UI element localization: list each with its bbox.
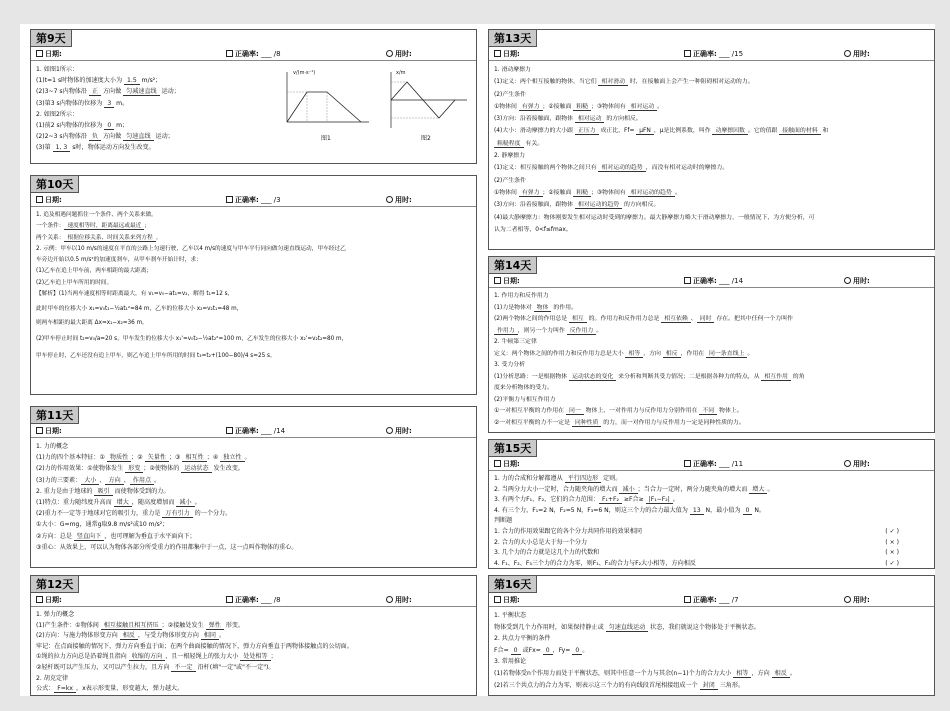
answer-blank: 相互性	[182, 454, 206, 462]
grid-icon	[684, 50, 691, 57]
text-line: 定义：两个物体之间的作用力和反作用力总是大小 相等 ，方向 相反 ，作用在 同一条直线上 。	[494, 350, 754, 357]
text-line: (3)第3 s内物体的位移为 3 m。	[36, 99, 129, 107]
text-line: (2)两个物体之间的作用总是 相互 的。作用力和反作用力总是 相互依赖 、 同时 存在。把其中任何一个力叫作	[494, 316, 793, 322]
position-time-graph	[383, 70, 471, 130]
fig2-ylabel: x/m	[396, 70, 406, 76]
answer-blank: 相反	[772, 670, 790, 678]
card-day-16	[488, 575, 935, 696]
text-line: 车旁边开始以0.5 m/s²的加速度刹车，从甲车刹车开始计时，求：	[36, 257, 202, 264]
text-line: (1)力的四个基本特征：① 物质性 ；② 矢量性 ；③ 相互性 ；④ 独立性 。	[36, 454, 251, 462]
answer-blank: 矢量性	[145, 454, 169, 462]
answer-blank: 0	[543, 647, 553, 655]
answer-blank: 大小	[81, 477, 99, 485]
text-line: (1)若物体受n个作用力而处于平衡状态，则其中任意一个力与其余(n−1)个力的合力大小 相等 ，方向 相反 。	[494, 669, 796, 677]
text-line: 4. F₁、F₂、F₃三个力的合力为零，则F₁、F₃的合力与F₂大小相等，方向相反	[494, 559, 696, 567]
text-line: 2. 合力的大小总是大于每一个分力	[494, 538, 588, 546]
answer-blank: 动摩擦因数	[712, 128, 747, 135]
card-day-13	[488, 29, 935, 250]
grid-icon	[684, 277, 691, 284]
card-header: 日期: 正确率: ___ /15 用时:	[489, 47, 934, 61]
answer-blank: μFN	[636, 128, 654, 135]
answer-blank: 同一条直线上	[706, 351, 747, 358]
text-line: (2)乙车追上甲车所用的时间。	[36, 279, 113, 286]
answer-blank: F₁+F₂	[599, 496, 622, 504]
card-title: 第9天	[31, 30, 72, 47]
answer-blank: 3	[104, 100, 114, 108]
card-title: 第15天	[489, 440, 537, 457]
judgement-mark: ( ✓ )	[885, 559, 899, 567]
answer-blank: 相对运动的趋势	[628, 190, 675, 197]
answer-blank: 同一	[566, 408, 584, 415]
grid-icon	[684, 596, 691, 603]
text-line: 1. 如图1所示：	[36, 66, 79, 73]
answer-blank: 相互	[569, 316, 587, 323]
answer-blank: 平行四边形	[565, 475, 601, 483]
answer-blank: 0	[511, 647, 521, 655]
text-line: 2. 牛顿第三定律	[494, 339, 537, 345]
text-line: 一个条件： 速度相等时，距离最远或最近 ；	[36, 223, 151, 230]
answer-blank: 不同	[699, 408, 717, 415]
answer-blank: 相反	[663, 351, 681, 358]
answer-blank: 同时	[697, 316, 715, 323]
answer-blank: 形变	[125, 465, 143, 473]
text-line: 2. 胡克定律	[36, 674, 69, 682]
text-line: 2. 当两分力大小一定时，合力随夹角的增大而 减小 ；当合力一定时，两分力随夹角的增大而 增大 。	[494, 485, 774, 493]
clock-icon	[386, 596, 393, 603]
text-line: (1)分析思路：一是根据物体 运动状态的变化 来分析和判断其受力情况；二是根据各种力的特点，从 相互作用 的角	[494, 373, 805, 380]
card-title: 第12天	[31, 576, 79, 593]
text-line: (2)方向：与施力物体形变方向 相反 ，与受力物体形变方向 相同 。	[36, 632, 226, 640]
text-line: 作用力 ，则另一个力叫作 反作用力 。	[494, 326, 929, 338]
card-header: 日期: 正确率: ___ /3 用时:	[31, 193, 476, 207]
text-line: 1. 追及相遇问题抓住一个条件、两个关系来做。	[36, 212, 157, 218]
text-line: ②方向：总是 竖直向下 ，也可理解为垂直于水平面向下；	[36, 532, 196, 540]
card-body	[36, 64, 276, 154]
grid-icon	[226, 427, 233, 434]
judgement-mark: ( × )	[885, 549, 899, 557]
answer-blank: 万有引力	[162, 510, 192, 518]
text-line: 认为二者相等，0<f≤fmax。	[494, 226, 572, 233]
calendar-icon	[494, 596, 501, 603]
answer-blank: 粗糙	[573, 190, 591, 197]
text-line: ②轻杆既可以产生压力，又可以产生拉力，且方向 不一定 沿杆(填"一定"或"不一定")。	[36, 663, 275, 671]
card-body	[494, 291, 929, 429]
fig1-ylabel: v/(m·s⁻¹)	[293, 70, 316, 76]
text-line: (1)乙车在追上甲车前，两车相距的最大距离；	[36, 268, 153, 275]
text-line: 1. 合力的作用效果跟它的各个分力共同作用的效果相同	[494, 527, 642, 535]
text-line: (2)2~3 s内物体沿 负 方向做 匀速直线 运动；	[36, 133, 174, 141]
answer-blank: 正	[89, 88, 101, 96]
clock-icon	[844, 50, 851, 57]
calendar-icon	[36, 196, 43, 203]
text-line: 【解析】(1)当两车速度相等时距离最大，有 v₁=v₀−at₁=v₂，解得 t₁=12 s，	[36, 291, 234, 298]
answer-blank: 速度相等时，距离最远或最近	[64, 223, 144, 230]
answer-blank: 相对运动的趋势	[598, 165, 645, 172]
answer-blank: 反作用力	[567, 328, 597, 335]
card-title: 第14天	[489, 257, 537, 274]
answer-blank: 有弹力	[519, 190, 543, 197]
text-line: 3. 常用推论	[494, 658, 527, 666]
judgement-mark: ( ✓ )	[885, 527, 899, 535]
answer-blank: 接触面的材料	[779, 128, 820, 135]
text-line: 2. 重力是由于地球的 吸引 而使物体受到的力。	[36, 487, 170, 495]
text-line: 3. 有两个力F₁、F₂，它们的合力范围： F₁+F₂ ≥F合≥ |F₁−F₂| 。	[494, 496, 679, 504]
text-line: ①绳的拉力方向总是沿着绳且指向 收缩的方向 ，且一根轻绳上的张力大小 处处相等 ；	[36, 653, 277, 661]
calendar-icon	[494, 277, 501, 284]
answer-blank: 有弹力	[519, 104, 543, 111]
text-line: (2)甲车停止时间 t₂=v₀/a=20 s，甲车发生的位移大小 x₁'=v₀t₂−½at₂²=100 m，乙车发生的位移大小 x₂'=v₂t₂=80 m，	[36, 335, 348, 342]
text-line: (4)最大静摩擦力：物体刚要发生相对运动时受到的摩擦力。最大静摩擦力略大于滑动摩擦力，一般情况下，为方便分析，可	[494, 214, 815, 221]
text-line: ①物体间 有弹力 ；②接触面 粗糙 ；③物体间有 相对运动的趋势 。	[494, 189, 681, 196]
grid-icon	[226, 50, 233, 57]
answer-blank: 处处相等	[240, 653, 270, 661]
answer-blank: 相等	[733, 670, 751, 678]
text-line: (2)3~7 s内物体沿 正 方向做 匀减速直线 运动；	[36, 88, 180, 96]
card-day-11	[30, 406, 477, 568]
calendar-icon	[494, 50, 501, 57]
answer-blank: 匀速直线运动	[606, 624, 649, 632]
answer-blank: 相对滑动	[598, 79, 628, 86]
text-line: 则两车相距的最大距离 Δx=x₁−x₂=36 m。	[36, 320, 148, 327]
text-line: 3. 几个力的合力就是这几个力的代数和	[494, 549, 600, 557]
answer-blank: 增大	[114, 499, 132, 507]
answer-blank: 同种性质	[572, 420, 602, 427]
answer-blank: 相同	[201, 632, 219, 640]
answer-blank: 收缩的方向	[129, 653, 165, 661]
answer-blank: 匀减速直线	[123, 88, 159, 96]
fig2-caption: 图2	[421, 135, 431, 142]
text-line: (4)大小：滑动摩擦力的大小跟 正压力 成正比，Ff= μFN ，μ是比例系数，叫作 动摩擦因数 。它的值跟 接触面的材料 和	[494, 128, 829, 135]
grid-icon	[226, 596, 233, 603]
text-line: (2)产生条件	[494, 177, 526, 184]
text-line: 1. 力的概念	[36, 443, 69, 450]
card-title: 第13天	[489, 30, 537, 47]
answer-blank: 根据位移关系、时间关系来列方程	[64, 235, 155, 242]
answer-blank: 相对运动	[575, 116, 605, 123]
text-line: ①大小：G=mg，通常g取9.8 m/s²或10 m/s²；	[36, 521, 169, 529]
text-line: (2)若三个共点力的合力为零，则表示这三个力的有向线段首尾相接组成一个 封闭 三角形。	[494, 681, 745, 689]
grid-icon	[226, 196, 233, 203]
text-line: 粗糙程度 有关。	[494, 138, 929, 150]
card-body	[494, 64, 929, 236]
text-line: ③重心：从效果上，可以认为物体各部分所受重力的作用都集中于一点，这一点叫作物体的重心。	[36, 543, 298, 551]
text-line: (1)力是物体对 物体 的作用。	[494, 304, 577, 311]
answer-blank: |F₁−F₂|	[646, 496, 673, 504]
text-line: 此时甲车的位移大小 x₁=v₀t₁−½at₁²=84 m，乙车的位移大小 x₂=v₂t₁=48 m，	[36, 306, 243, 313]
fig1-caption: 图1	[321, 135, 331, 142]
clock-icon	[844, 460, 851, 467]
card-day-12	[30, 575, 477, 696]
card-header: 日期: 正确率: ___ /8 用时:	[31, 593, 476, 607]
text-line: 2. 共点力平衡的条件	[494, 635, 551, 643]
text-line: (3)方向：沿着接触面，跟物体 相对运动的趋势 的方向相反。	[494, 202, 660, 209]
answer-blank: 吸引	[94, 488, 112, 496]
text-line: 3. 受力分析	[494, 362, 526, 368]
answer-blank: 相对运动	[628, 104, 658, 111]
text-line: (2)平衡力与相互作用力	[494, 396, 556, 403]
text-line: 牢记：在点面接触的情况下，弹力方向垂直于面；在两个曲面接触的情况下，弹力方向垂直于两物体接触点的公切面。	[36, 642, 353, 650]
text-line: (1)特点：重力随纬度升高而 增大 ，随高度增加而 减小 。	[36, 499, 201, 507]
answer-blank: 作用力	[494, 328, 518, 335]
text-line: 2. 如图2所示：	[36, 110, 79, 118]
card-body	[494, 474, 929, 569]
workbook-page	[20, 24, 935, 696]
card-body	[36, 610, 471, 695]
calendar-icon	[36, 50, 43, 57]
answer-blank: 相互依赖	[661, 316, 691, 323]
answer-blank: 方向	[105, 477, 123, 485]
answer-blank: 增大	[749, 486, 767, 494]
answer-blank: 物质性	[107, 454, 131, 462]
answer-blank: 0	[104, 122, 114, 130]
text-line: (1)定义：两个相互接触的物体，当它们 相对滑动 时，在接触面上会产生一种阻碍相对运动的力。	[494, 79, 754, 86]
clock-icon	[386, 427, 393, 434]
answer-blank: 竖直向下	[74, 533, 104, 541]
clock-icon	[844, 277, 851, 284]
card-title: 第16天	[489, 576, 537, 593]
card-day-14	[488, 256, 935, 433]
answer-blank: 物体	[534, 305, 552, 312]
text-line: 判断题	[494, 517, 513, 525]
text-line: 1. 力的合成和分解都遵从 平行四边形 定则。	[494, 475, 622, 482]
text-line: (1)t=1 s时物体的加速度大小为 1.5 m/s²；	[36, 77, 162, 85]
card-header: 日期: 正确率: ___ /7 用时:	[489, 593, 934, 607]
text-line: ①一对相互平衡的力作用在 同一 物体上，一对作用力与反作用力分别作用在 不同 物体上。	[494, 408, 743, 414]
text-line: 两个关系： 根据位移关系、时间关系来列方程 。	[36, 234, 162, 241]
answer-blank: 独立性	[220, 454, 244, 462]
card-body	[36, 210, 471, 364]
text-line: 4. 有三个力，F₁=2 N，F₂=5 N，F₃=6 N，则这三个力的合力最大值为 13 N，最小值为 0 N。	[494, 506, 765, 514]
answer-blank: 0	[743, 507, 753, 515]
text-line: 度来分析物体的受力。	[494, 385, 553, 391]
text-line: 1. 滑动摩擦力	[494, 67, 531, 73]
answer-blank: 不一定	[171, 664, 195, 672]
calendar-icon	[36, 596, 43, 603]
text-line: (3)方向：沿着接触面，跟物体 相对运动 的方向相反。	[494, 116, 642, 123]
answer-blank: 相等	[625, 351, 643, 358]
text-line: 公式： F=kx ，x表示形变量，形变越大，弹力越大。	[36, 685, 184, 693]
text-line: (1)前2 s内物体的位移为 0 m；	[36, 122, 129, 130]
judgement-mark: ( × )	[885, 538, 899, 546]
clock-icon	[386, 196, 393, 203]
text-line: 1. 作用力和反作用力	[494, 293, 549, 299]
answer-blank: 13	[690, 507, 704, 515]
velocity-time-graph	[279, 70, 374, 130]
answer-blank: 相对运动的趋势	[575, 202, 622, 209]
answer-blank: 运动状态的变化	[569, 374, 616, 381]
card-header: 日期: 正确率: ___ /14 用时:	[31, 424, 476, 438]
card-day-15	[488, 439, 935, 569]
answer-blank: 减小	[619, 486, 637, 494]
text-line: 1. 弹力的概念	[36, 611, 75, 618]
answer-blank: 相互作用	[761, 374, 791, 381]
clock-icon	[844, 596, 851, 603]
card-title: 第10天	[31, 176, 79, 193]
answer-blank: 粗糙	[573, 104, 591, 111]
card-day-10	[30, 175, 477, 395]
text-line: ①物体间 有弹力 ；②接触面 粗糙 ；③物体间有 相对运动 。	[494, 103, 664, 110]
answer-blank: 相反	[120, 632, 138, 640]
card-header: 日期: 正确率: ___ /14 用时:	[489, 274, 934, 288]
text-line: ②一对相互平衡的力不一定是 同种性质 的力，而一对作用力与反作用力一定是同种性质的力。	[494, 419, 745, 426]
answer-blank: 1.5	[124, 77, 140, 85]
answer-blank: 相互接触且相互挤压	[101, 622, 162, 630]
text-line: 1. 平衡状态	[494, 612, 527, 619]
calendar-icon	[494, 460, 501, 467]
clock-icon	[386, 50, 393, 57]
text-line: 甲车停止时，乙车还没有追上甲车，则乙车追上甲车所用的时间 t₃=t₂+(100−80)/4 s=25 s。	[36, 352, 276, 359]
card-header: 日期: 正确率: ___ /8 用时:	[31, 47, 476, 61]
answer-blank: 作用点	[130, 477, 154, 485]
answer-blank: F=kx	[54, 685, 76, 693]
answer-blank: 匀速直线	[123, 133, 153, 141]
card-header: 日期: 正确率: ___ /11 用时:	[489, 457, 934, 471]
text-line: (3)力的三要素： 大小 、 方向 、 作用点 。	[36, 476, 161, 484]
card-title: 第11天	[31, 407, 79, 424]
text-line: (2)重力不一定等于地球对它的吸引力，重力是 万有引力 的一个分力。	[36, 510, 232, 518]
card-day-9	[30, 29, 477, 164]
answer-blank: 正压力	[575, 128, 599, 135]
text-line: (3)第 1, 3 s时，物体运动方向发生改变。	[36, 144, 155, 152]
text-line: 物体受到几个力作用时，如果保持静止或 匀速直线运动 状态，我们就说这个物体处于平衡状态。	[494, 623, 760, 631]
answer-blank: 负	[89, 133, 101, 141]
calendar-icon	[36, 427, 43, 434]
text-line: (1)产生条件：①物体间 相互接触且相互挤压 ；②接触处发生 弹性 形变。	[36, 621, 245, 629]
card-body	[36, 441, 471, 553]
answer-blank: 0	[572, 647, 582, 655]
text-line: F合= 0 或Fx= 0 ，Fy= 0 。	[494, 646, 589, 654]
answer-blank: 封闭	[700, 682, 718, 690]
answer-blank: 1, 3	[53, 144, 71, 152]
text-line: (2)力的作用效果：①使物体发生 形变 ；②使物体的 运动状态 发生改变。	[36, 465, 245, 473]
text-line: 2. 示例：甲车以10 m/s的速度在平直的公路上匀速行驶，乙车以4 m/s的速度与甲车平行同向做匀速直线运动，甲车经过乙	[36, 245, 346, 252]
answer-blank: 减小	[176, 499, 194, 507]
text-line: 2. 静摩擦力	[494, 153, 526, 160]
answer-blank: 弹性	[206, 622, 224, 630]
card-body	[494, 610, 929, 691]
answer-blank: 运动状态	[181, 465, 211, 473]
answer-blank: 粗糙程度	[494, 141, 524, 148]
grid-icon	[684, 460, 691, 467]
text-line: (1)定义：相互接触的两个物体之间只有 相对运动的趋势 ，而没有相对运动时的摩擦力。	[494, 165, 729, 172]
text-line: (2)产生条件	[494, 91, 526, 98]
